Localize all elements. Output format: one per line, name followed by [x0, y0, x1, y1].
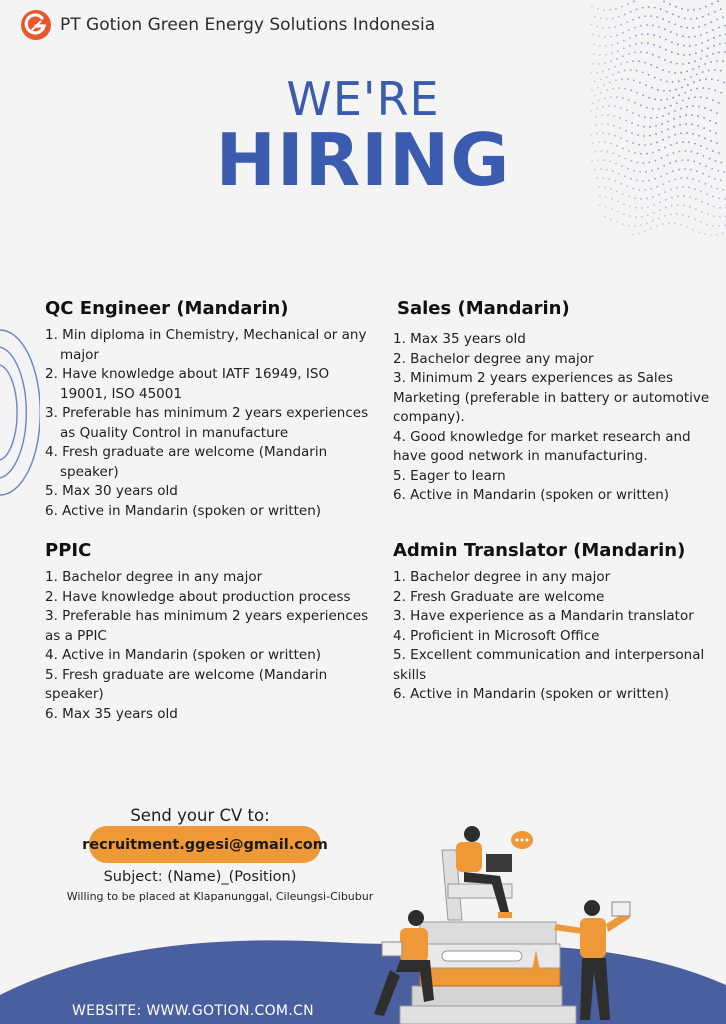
list-item: 2. Have knowledge about IATF 16949, ISO 19001, ISO 45001 [45, 366, 330, 402]
list-item: 3. Preferable has minimum 2 years experiences as a PPIC [45, 608, 369, 644]
team-working-illustration [360, 820, 726, 1024]
job-admin-translator [393, 540, 718, 705]
job-title: Sales (Mandarin) [397, 298, 570, 319]
job-requirements [45, 326, 375, 521]
list-item: 4. Good knowledge for market research and have good network in manufacturing. [393, 428, 691, 464]
list-item: 6. Active in Mandarin (spoken or written) [45, 502, 322, 519]
list-item: 3. Minimum 2 years experiences as Sales Marketing (preferable in battery or automotive company). [393, 370, 710, 425]
list-item: 2. Have knowledge about production process [45, 588, 351, 605]
company-name: PT Gotion Green Energy Solutions Indonesia [60, 15, 436, 35]
list-item: 5. Eager to learn [393, 467, 506, 484]
list-item: 2. Fresh Graduate are welcome [393, 588, 605, 605]
list-item: 4. Active in Mandarin (spoken or written) [45, 647, 322, 663]
list-item: 5. Excellent communication and interpersonal skills [393, 647, 705, 683]
job-ppic [45, 540, 375, 724]
header [20, 8, 435, 42]
decorative-arcs [0, 325, 40, 500]
job-title: Admin Translator (Mandarin) [393, 540, 686, 561]
list-item: 1. Max 35 years old [393, 331, 526, 347]
job-title: QC Engineer (Mandarin) [45, 298, 289, 319]
job-qc-engineer [45, 298, 375, 521]
list-item: 1. Bachelor degree in any major [45, 569, 263, 585]
job-title: PPIC [45, 540, 92, 561]
list-item: 1. Bachelor degree in any major [393, 569, 611, 585]
job-requirements [393, 330, 718, 506]
list-item: 2. Bachelor degree any major [393, 350, 594, 367]
headline-top: WE'RE [286, 72, 440, 126]
list-item: 3. Have experience as a Mandarin translator [393, 608, 694, 624]
list-item: 6. Max 35 years old [45, 705, 178, 722]
headline-main: HIRING [215, 118, 511, 202]
email-subject-format: Subject: (Name)_(Position) [103, 869, 297, 885]
list-item: 4. Proficient in Microsoft Office [393, 627, 600, 644]
recruitment-email-link[interactable]: recruitment.ggesi@gmail.com [89, 826, 321, 863]
list-item: 6. Active in Mandarin (spoken or written) [393, 686, 670, 702]
placement-note: Willing to be placed at Klapanunggal, Cileungsi-Cibubur [66, 890, 374, 903]
job-requirements [393, 568, 718, 705]
website-link[interactable]: WEBSITE: WWW.GOTION.COM.CN [72, 1003, 314, 1019]
list-item: 1. Min diploma in Chemistry, Mechanical or any major [45, 327, 367, 363]
list-item: 5. Max 30 years old [45, 483, 178, 499]
list-item: 5. Fresh graduate are welcome (Mandarin speaker) [45, 666, 328, 702]
job-requirements [45, 568, 375, 724]
job-sales [393, 298, 718, 506]
gotion-logo-icon [20, 9, 52, 41]
list-item: 6. Active in Mandarin (spoken or written) [393, 487, 670, 503]
send-cv-label: Send your CV to: [130, 806, 270, 825]
list-item: 3. Preferable has minimum 2 years experiences as Quality Control in manufacture [45, 405, 369, 441]
list-item: 4. Fresh graduate are welcome (Mandarin speaker) [45, 444, 328, 480]
